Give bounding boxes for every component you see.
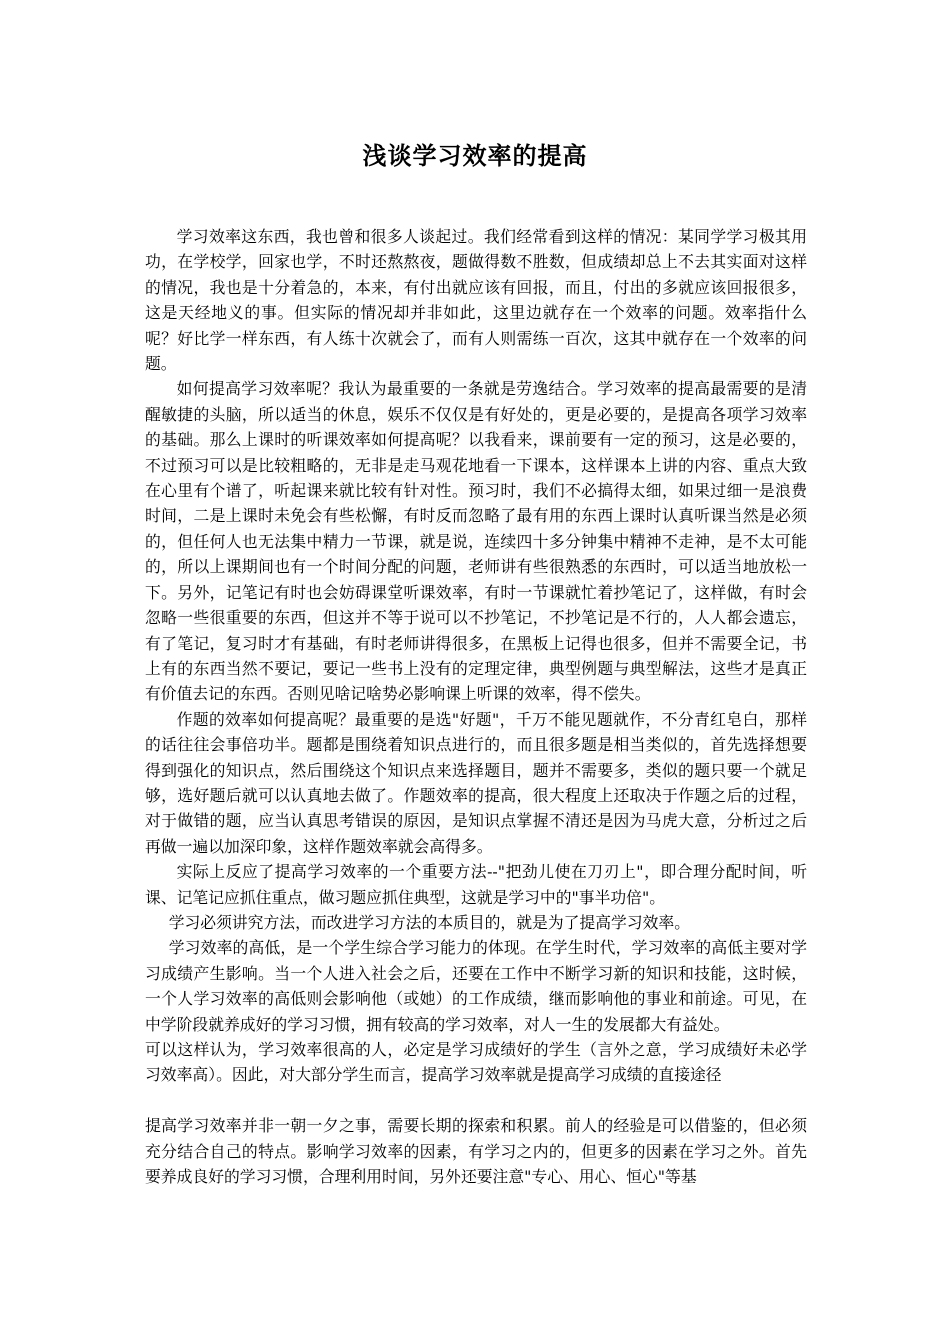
paragraph-gap <box>145 1088 807 1113</box>
paragraph-6: 学习效率的高低，是一个学生综合学习能力的体现。在学生时代，学习效率的高低主要对学习成绩产生影响。当一个人进入社会之后，还要在工作中不断学习新的知识和技能，这时候，一个人学习效率的高低则会影响他（或她）的工作成绩，继而影响他的事业和前途。可见，在中学阶段就养成好的学习习惯，拥有较高的学习效率，对人一生的发展都大有益处。 <box>145 938 807 1034</box>
document-title: 浅谈学习效率的提高 <box>362 141 588 170</box>
paragraph-5: 学习必须讲究方法，而改进学习方法的本质目的，就是为了提高学习效率。 <box>168 912 690 932</box>
paragraph-8: 提高学习效率并非一朝一夕之事，需要长期的探索和积累。前人的经验是可以借鉴的，但必须充分结合自己的特点。影响学习效率的因素，有学习之内的，但更多的因素在学习之外。首先要养成良好的学习习惯，合理利用时间，另外还要注意"专心、用心、恒心"等基 <box>145 1116 807 1187</box>
paragraph-3: 作题的效率如何提高呢？最重要的是选"好题"，千万不能见题就作，不分青红皂白，那样的话往往会事倍功半。题都是围绕着知识点进行的，而且很多题是相当类似的，首先选择想要得到强化的知识点，然后围绕这个知识点来选择题目，题并不需要多，类似的题只要一个就足够，选好题后就可以认真地去做了。作题效率的提高，很大程度上还取决于作题之后的过程，对于做错的题，应当认真思考错误的原因，是知识点掌握不清还是因为马虎大意，分析过之后再做一遍以加深印象，这样作题效率就会高得多。 <box>145 709 807 856</box>
paragraph-1: 学习效率这东西，我也曾和很多人谈起过。我们经常看到这样的情况：某同学学习极其用功，在学校学，回家也学，不时还熬熬夜，题做得数不胜数，但成绩却总上不去其实面对这样的情况，我也是十分着急的，本来，有付出就应该有回报，而且，付出的多就应该回报很多，这是天经地义的事。但实际的情况却并非如此，这里边就存在一个效率的问题。效率指什么呢？好比学一样东西，有人练十次就会了，而有人则需练一百次，这其中就存在一个效率的问题。 <box>145 227 807 374</box>
document-body <box>145 224 807 1189</box>
paragraph-7: 可以这样认为，学习效率很高的人，必定是学习成绩好的学生（言外之意，学习成绩好未必学习效率高）。因此，对大部分学生而言，提高学习效率就是提高学习成绩的直接途径 <box>145 1040 807 1085</box>
paragraph-2: 如何提高学习效率呢？我认为最重要的一条就是劳逸结合。学习效率的提高最需要的是清醒敏捷的头脑，所以适当的休息，娱乐不仅仅是有好处的，更是必要的，是提高各项学习效率的基础。那么上课时的听课效率如何提高呢？以我看来，课前要有一定的预习，这是必要的，不过预习可以是比较粗略的，无非是走马观花地看一下课本，这样课本上讲的内容、重点大致在心里有个谱了，听起课来就比较有针对性。预习时，我们不必搞得太细，如果过细一是浪费时间，二是上课时未免会有些松懈，有时反而忽略了最有用的东西上课时认真听课当然是必须的，但任何人也无法集中精力一节课，就是说，连续四十多分钟集中精神不走神，是不太可能的，所以上课期间也有一个时间分配的问题，老师讲有些很熟悉的东西时，可以适当地放松一下。另外，记笔记有时也会妨碍课堂听课效率，有时一节课就忙着抄笔记了，这样做，有时会忽略一些很重要的东西，但这并不等于说可以不抄笔记，不抄笔记是不行的，人人都会遗忘，有了笔记，复习时才有基础，有时老师讲得很多，在黑板上记得也很多，但并不需要全记，书上有的东西当然不要记，要记一些书上没有的定理定律，典型例题与典型解法，这些才是真正有价值去记的东西。否则见啥记啥势必影响课上听课的效率，得不偿失。 <box>145 379 807 704</box>
paragraph-4: 实际上反应了提高学习效率的一个重要方法--"把劲儿使在刀刃上"，即合理分配时间，听课、记笔记应抓住重点，做习题应抓住典型，这就是学习中的"事半功倍"。 <box>145 862 807 907</box>
